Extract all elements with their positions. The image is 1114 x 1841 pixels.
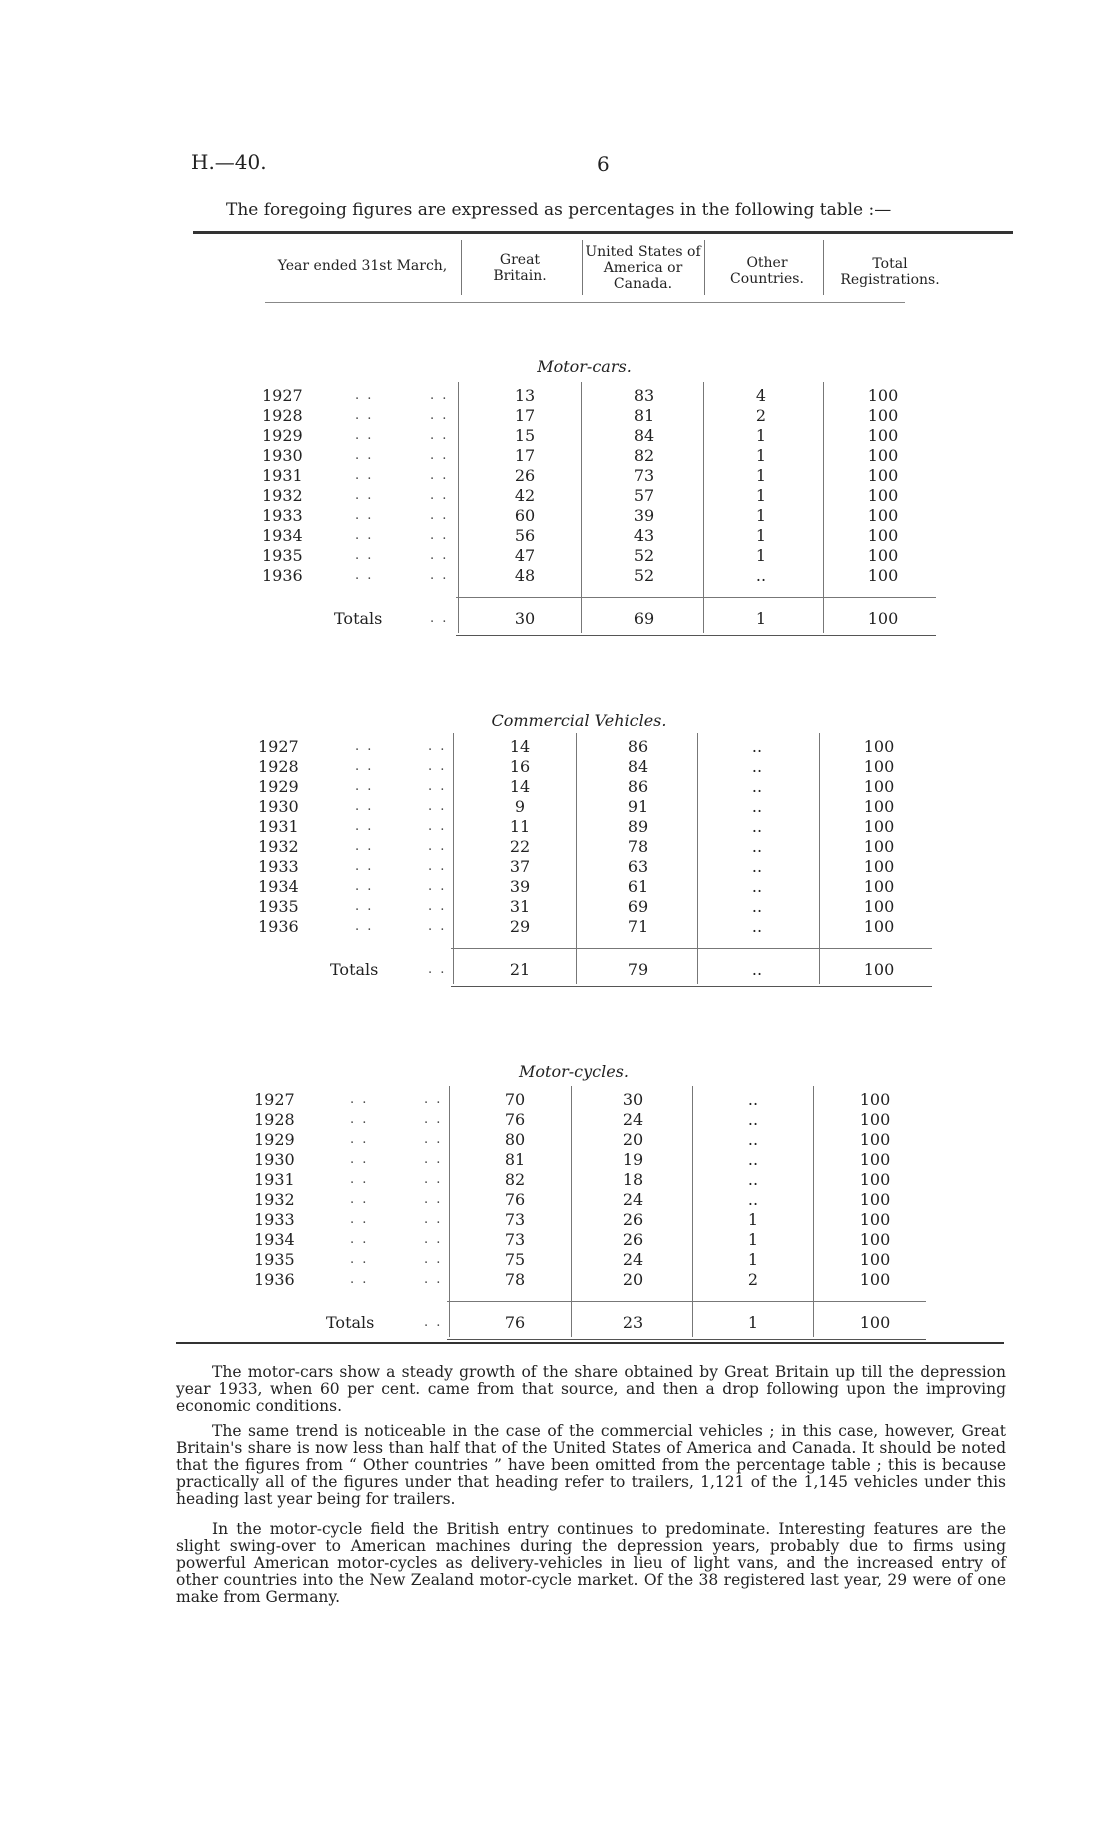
cell-other-countries: .. [751,917,763,936]
row-leader-dots: . . [350,1192,369,1207]
totals-top-rule [447,1301,926,1302]
cell-great-britain: 73 [504,1210,526,1229]
cell-other-countries: 2 [747,1270,759,1289]
cell-total: 100 [859,1250,891,1269]
cell-usa-canada: 78 [627,837,649,856]
row-leader-dots: . . [428,899,447,914]
cell-great-britain: 14 [509,737,531,756]
total-usa-canada: 69 [633,609,655,628]
cell-total: 100 [863,797,895,816]
total-total: 100 [863,960,895,979]
column-divider [813,1086,814,1337]
cell-great-britain: 15 [514,426,536,445]
cell-total: 100 [867,466,899,485]
cell-usa-canada: 19 [622,1150,644,1169]
row-leader-dots: . . [430,528,449,543]
row-leader-dots: . . [355,899,374,914]
cell-usa-canada: 86 [627,737,649,756]
cell-other-countries: .. [751,777,763,796]
row-leader-dots: . . [350,1272,369,1287]
cell-other-countries: .. [751,737,763,756]
cell-great-britain: 48 [514,566,536,585]
cell-great-britain: 31 [509,897,531,916]
column-divider [819,733,820,984]
row-year: 1932 [258,837,299,856]
total-great-britain: 76 [504,1313,526,1332]
row-leader-dots: . . [424,1112,443,1127]
cell-usa-canada: 61 [627,877,649,896]
column-divider [703,382,704,633]
row-leader-dots: . . [350,1232,369,1247]
header-bottom-rule [265,302,905,303]
row-leader-dots: . . [430,488,449,503]
row-leader-dots: . . [430,448,449,463]
cell-usa-canada: 83 [633,386,655,405]
section-title: Commercial Vehicles. [491,711,667,730]
header-divider [704,240,705,295]
column-divider [576,733,577,984]
cell-great-britain: 47 [514,546,536,565]
row-leader-dots: . . [428,779,447,794]
cell-other-countries: 1 [747,1230,759,1249]
row-leader-dots: . . [355,839,374,854]
row-year: 1932 [262,486,303,505]
cell-great-britain: 60 [514,506,536,525]
cell-usa-canada: 84 [627,757,649,776]
row-year: 1929 [262,426,303,445]
col-header-total-line: Total [872,256,908,272]
cell-usa-canada: 86 [627,777,649,796]
cell-great-britain: 80 [504,1130,526,1149]
cell-great-britain: 13 [514,386,536,405]
cell-other-countries: .. [747,1150,759,1169]
row-leader-dots: . . [350,1212,369,1227]
row-leader-dots: . . [430,468,449,483]
total-other-countries: .. [751,960,763,979]
total-usa-canada: 79 [627,960,649,979]
row-year: 1928 [262,406,303,425]
cell-great-britain: 17 [514,446,536,465]
cell-great-britain: 81 [504,1150,526,1169]
column-divider [697,733,698,984]
cell-total: 100 [867,426,899,445]
row-leader-dots: . . [424,1152,443,1167]
row-leader-dots: . . [355,568,374,583]
cell-great-britain: 16 [509,757,531,776]
row-leader-dots: . . [355,428,374,443]
row-year: 1928 [254,1110,295,1129]
cell-usa-canada: 81 [633,406,655,425]
cell-usa-canada: 52 [633,566,655,585]
cell-total: 100 [863,777,895,796]
row-year: 1933 [258,857,299,876]
row-leader-dots: . . [430,508,449,523]
totals-label: Totals [326,1313,375,1332]
col-header-other-line: Other [746,255,788,271]
row-year: 1927 [258,737,299,756]
row-year: 1931 [254,1170,295,1189]
row-leader-dots: . . [355,408,374,423]
totals-top-rule [456,597,936,598]
paragraph-motor-cars [176,1364,1006,1415]
row-year: 1932 [254,1190,295,1209]
cell-usa-canada: 82 [633,446,655,465]
cell-other-countries: .. [755,566,767,585]
cell-great-britain: 22 [509,837,531,856]
row-leader-dots: . . [428,799,447,814]
total-great-britain: 21 [509,960,531,979]
cell-usa-canada: 84 [633,426,655,445]
paragraph-text: The motor-cars show a steady growth of the share obtained by Great Britain up till the depression year 1933, when 60 per cent. came from that source, and then a drop following upon the improving economic conditions. [176,1363,1006,1415]
col-header-total-registrations [825,256,955,288]
row-year: 1935 [258,897,299,916]
row-leader-dots: . . [428,819,447,834]
col-header-great-britain [465,252,575,284]
cell-total: 100 [859,1130,891,1149]
header-divider [823,240,824,295]
row-year: 1930 [262,446,303,465]
row-leader-dots: . . [350,1112,369,1127]
cell-usa-canada: 26 [622,1230,644,1249]
cell-usa-canada: 52 [633,546,655,565]
cell-other-countries: 1 [755,506,767,525]
cell-great-britain: 75 [504,1250,526,1269]
document-reference: H.—40. [191,150,267,174]
cell-other-countries: .. [747,1130,759,1149]
column-divider [581,382,582,633]
column-divider [571,1086,572,1337]
cell-total: 100 [867,566,899,585]
cell-great-britain: 14 [509,777,531,796]
column-divider [453,733,454,984]
totals-bottom-rule [456,635,936,636]
row-leader-dots: . . [355,879,374,894]
row-year: 1931 [262,466,303,485]
cell-other-countries: .. [751,877,763,896]
cell-total: 100 [863,737,895,756]
cell-great-britain: 29 [509,917,531,936]
row-leader-dots: . . [424,1192,443,1207]
cell-great-britain: 17 [514,406,536,425]
cell-other-countries: 1 [755,466,767,485]
cell-great-britain: 37 [509,857,531,876]
row-leader-dots: . . [355,388,374,403]
totals-label: Totals [334,609,383,628]
row-year: 1929 [258,777,299,796]
cell-other-countries: .. [751,797,763,816]
row-leader-dots: . . [355,488,374,503]
cell-total: 100 [863,757,895,776]
row-leader-dots: . . [355,779,374,794]
row-leader-dots: . . [424,1092,443,1107]
cell-total: 100 [867,546,899,565]
col-header-usa-line: Canada. [613,276,673,292]
total-great-britain: 30 [514,609,536,628]
row-leader-dots: . . [428,962,447,977]
row-leader-dots: . . [428,919,447,934]
col-header-gb-line: Britain. [493,268,547,284]
paragraph-text: The same trend is noticeable in the case of the commercial vehicles ; in this case, however, Great Britain's share is now less than half that of the United States of America and Canada. It should be noted that the figures from “ Other countries ” have been omitted from the percentage table ; this is because practically all of the figures under that heading refer to trailers, 1,121 of the 1,145 vehicles under this heading last year being for trailers. [176,1422,1006,1508]
cell-great-britain: 42 [514,486,536,505]
col-header-other-line: Countries. [730,271,804,287]
row-leader-dots: . . [350,1092,369,1107]
cell-usa-canada: 24 [622,1190,644,1209]
cell-total: 100 [859,1270,891,1289]
cell-usa-canada: 73 [633,466,655,485]
row-year: 1936 [262,566,303,585]
row-leader-dots: . . [424,1272,443,1287]
row-year: 1936 [258,917,299,936]
total-total: 100 [867,609,899,628]
cell-other-countries: 1 [755,446,767,465]
cell-usa-canada: 18 [622,1170,644,1189]
row-year: 1934 [258,877,299,896]
row-leader-dots: . . [424,1252,443,1267]
table-top-rule [193,231,1013,234]
cell-other-countries: .. [747,1170,759,1189]
table-bottom-rule [176,1342,1004,1344]
row-leader-dots: . . [350,1172,369,1187]
cell-total: 100 [867,526,899,545]
cell-great-britain: 73 [504,1230,526,1249]
column-divider [449,1086,450,1337]
row-year: 1933 [262,506,303,525]
cell-great-britain: 9 [514,797,526,816]
cell-usa-canada: 57 [633,486,655,505]
row-year: 1930 [254,1150,295,1169]
col-header-usa-line: United States of [585,244,701,260]
cell-total: 100 [867,506,899,525]
cell-total: 100 [859,1230,891,1249]
cell-other-countries: 1 [755,526,767,545]
header-divider [582,240,583,295]
cell-total: 100 [867,406,899,425]
row-year: 1927 [254,1090,295,1109]
total-other-countries: 1 [755,609,767,628]
row-leader-dots: . . [355,448,374,463]
cell-other-countries: .. [747,1090,759,1109]
col-header-year-text: Year ended 31st March, [277,258,448,274]
total-other-countries: 1 [747,1313,759,1332]
column-divider [458,382,459,633]
cell-usa-canada: 39 [633,506,655,525]
row-leader-dots: . . [430,428,449,443]
cell-other-countries: 1 [747,1250,759,1269]
cell-great-britain: 76 [504,1190,526,1209]
cell-other-countries: .. [747,1190,759,1209]
row-leader-dots: . . [428,839,447,854]
cell-total: 100 [863,857,895,876]
totals-label: Totals [330,960,379,979]
cell-great-britain: 11 [509,817,531,836]
paragraph-commercial-vehicles [176,1423,1006,1508]
total-total: 100 [859,1313,891,1332]
cell-usa-canada: 89 [627,817,649,836]
col-header-gb-line: Great [499,252,541,268]
column-divider [692,1086,693,1337]
cell-other-countries: .. [751,757,763,776]
cell-other-countries: .. [751,897,763,916]
row-leader-dots: . . [430,568,449,583]
row-year: 1927 [262,386,303,405]
cell-other-countries: .. [751,817,763,836]
cell-great-britain: 39 [509,877,531,896]
row-leader-dots: . . [424,1212,443,1227]
row-leader-dots: . . [430,388,449,403]
cell-other-countries: 1 [755,426,767,445]
cell-usa-canada: 69 [627,897,649,916]
cell-total: 100 [867,486,899,505]
cell-total: 100 [859,1090,891,1109]
row-year: 1934 [254,1230,295,1249]
cell-other-countries: 2 [755,406,767,425]
totals-bottom-rule [451,986,932,987]
cell-usa-canada: 26 [622,1210,644,1229]
cell-usa-canada: 24 [622,1250,644,1269]
column-divider [823,382,824,633]
row-leader-dots: . . [424,1315,443,1330]
row-leader-dots: . . [428,739,447,754]
section-title: Motor-cars. [537,357,632,376]
row-leader-dots: . . [424,1132,443,1147]
paragraph-text: In the motor-cycle field the British entry continues to predominate. Interesting features are the slight swing-over to American machines during the depression years, probably due to firms using powerful American motor-cycles as delivery-vehicles in lieu of light vans, and the increased entry of other countries into the New Zealand motor-cycle market. Of the 38 registered last year, 29 were of one make from Germany. [176,1520,1006,1606]
paragraph-motor-cycles [176,1521,1006,1606]
totals-top-rule [451,948,932,949]
cell-total: 100 [859,1170,891,1189]
cell-usa-canada: 20 [622,1130,644,1149]
cell-usa-canada: 91 [627,797,649,816]
row-leader-dots: . . [350,1152,369,1167]
row-leader-dots: . . [428,759,447,774]
row-year: 1934 [262,526,303,545]
cell-usa-canada: 63 [627,857,649,876]
cell-total: 100 [863,877,895,896]
cell-other-countries: .. [751,837,763,856]
cell-total: 100 [863,837,895,856]
cell-total: 100 [867,386,899,405]
row-leader-dots: . . [430,611,449,626]
row-leader-dots: . . [424,1172,443,1187]
row-leader-dots: . . [355,759,374,774]
cell-total: 100 [863,817,895,836]
row-leader-dots: . . [355,919,374,934]
cell-total: 100 [863,897,895,916]
row-leader-dots: . . [355,819,374,834]
row-leader-dots: . . [424,1232,443,1247]
row-leader-dots: . . [355,468,374,483]
row-leader-dots: . . [350,1132,369,1147]
row-leader-dots: . . [430,408,449,423]
col-header-other-countries [712,255,822,287]
cell-total: 100 [859,1150,891,1169]
cell-total: 100 [859,1210,891,1229]
cell-other-countries: .. [751,857,763,876]
cell-total: 100 [859,1190,891,1209]
intro-text: The foregoing figures are expressed as percentages in the following table :— [226,200,892,220]
cell-great-britain: 78 [504,1270,526,1289]
cell-great-britain: 56 [514,526,536,545]
cell-total: 100 [867,446,899,465]
row-year: 1933 [254,1210,295,1229]
cell-total: 100 [863,917,895,936]
col-header-usa-line: America or [603,260,683,276]
cell-usa-canada: 24 [622,1110,644,1129]
row-leader-dots: . . [355,739,374,754]
row-leader-dots: . . [350,1252,369,1267]
total-usa-canada: 23 [622,1313,644,1332]
header-divider [461,240,462,295]
cell-usa-canada: 30 [622,1090,644,1109]
col-header-usa-canada [583,244,703,292]
col-header-year [270,258,455,274]
row-leader-dots: . . [428,879,447,894]
row-year: 1931 [258,817,299,836]
cell-great-britain: 82 [504,1170,526,1189]
row-leader-dots: . . [355,508,374,523]
page-number: 6 [597,152,610,176]
cell-great-britain: 76 [504,1110,526,1129]
cell-great-britain: 70 [504,1090,526,1109]
row-year: 1935 [262,546,303,565]
row-year: 1928 [258,757,299,776]
row-year: 1930 [258,797,299,816]
row-leader-dots: . . [355,859,374,874]
row-leader-dots: . . [355,548,374,563]
row-leader-dots: . . [355,528,374,543]
cell-other-countries: 1 [755,486,767,505]
row-year: 1935 [254,1250,295,1269]
cell-other-countries: 1 [747,1210,759,1229]
col-header-total-line: Registrations. [840,272,940,288]
cell-usa-canada: 71 [627,917,649,936]
cell-other-countries: 1 [755,546,767,565]
row-year: 1929 [254,1130,295,1149]
row-leader-dots: . . [430,548,449,563]
section-title: Motor-cycles. [519,1062,629,1081]
cell-usa-canada: 20 [622,1270,644,1289]
totals-bottom-rule [447,1339,926,1340]
cell-total: 100 [859,1110,891,1129]
cell-other-countries: .. [747,1110,759,1129]
cell-usa-canada: 43 [633,526,655,545]
cell-great-britain: 26 [514,466,536,485]
row-leader-dots: . . [428,859,447,874]
row-leader-dots: . . [355,799,374,814]
row-year: 1936 [254,1270,295,1289]
cell-other-countries: 4 [755,386,767,405]
